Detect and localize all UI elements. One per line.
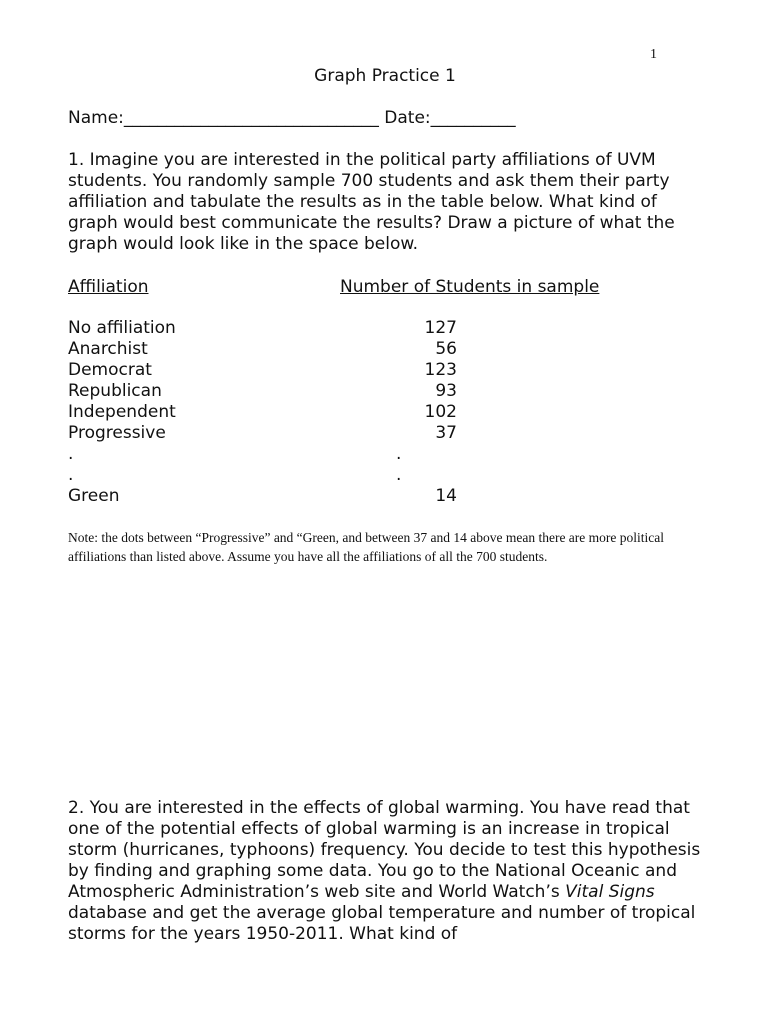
- student-count: 127: [424, 318, 457, 338]
- affiliation-label: Democrat: [68, 360, 152, 380]
- question-1-text: 1. Imagine you are interested in the political party affiliations of UVM students. You randomly sample 700 students and ask them their party affiliation and tabulate the results as in the table below. What kind of graph would best communicate the results? Draw a picture of what the graph would look like in the space below.: [68, 150, 675, 254]
- ellipsis-dot: .: [68, 465, 74, 485]
- affiliation-label: Green: [68, 486, 120, 506]
- page-title: Graph Practice 1: [314, 66, 456, 86]
- ellipsis-dot: .: [68, 444, 74, 464]
- student-count: 14: [435, 486, 457, 506]
- question-2-text: [68, 798, 708, 945]
- question-2-part-1: 2. You are interested in the effects of global warming. You have read that one of the potential effects of global warming is an increase in tropical storm (hurricanes, typhoons) frequency. You decide to test this hypothesis by finding and graphing some data. You go to the National Oceanic and Atmospheric Administration’s web site and World Watch’s: [68, 798, 701, 902]
- ellipsis-dot: .: [396, 465, 402, 485]
- student-count: 102: [424, 402, 457, 422]
- student-count: 123: [424, 360, 457, 380]
- ellipsis-dot: .: [396, 444, 402, 464]
- affiliation-column-header: Affiliation: [68, 277, 149, 297]
- number-column-header: Number of Students in sample: [340, 277, 600, 297]
- student-count: 37: [435, 423, 457, 443]
- vital-signs-title: Vital Signs: [565, 882, 655, 902]
- page-number: 1: [650, 47, 657, 62]
- affiliation-label: Independent: [68, 402, 176, 422]
- affiliation-label: No affiliation: [68, 318, 176, 338]
- affiliation-label: Anarchist: [68, 339, 148, 359]
- affiliation-label: Progressive: [68, 423, 166, 443]
- student-count: 93: [435, 381, 457, 401]
- student-count: 56: [435, 339, 457, 359]
- name-date-line: Name:______________________________ Date:__________: [68, 108, 516, 128]
- affiliation-label: Republican: [68, 381, 162, 401]
- table-note: Note: the dots between “Progressive” and “Green, and between 37 and 14 above mean there are more political affiliations than listed above. Assume you have all the affiliations of all the 700 students.: [68, 530, 665, 564]
- question-2-part-2: database and get the average global temperature and number of tropical storms for the years 1950-2011. What kind of: [68, 903, 696, 944]
